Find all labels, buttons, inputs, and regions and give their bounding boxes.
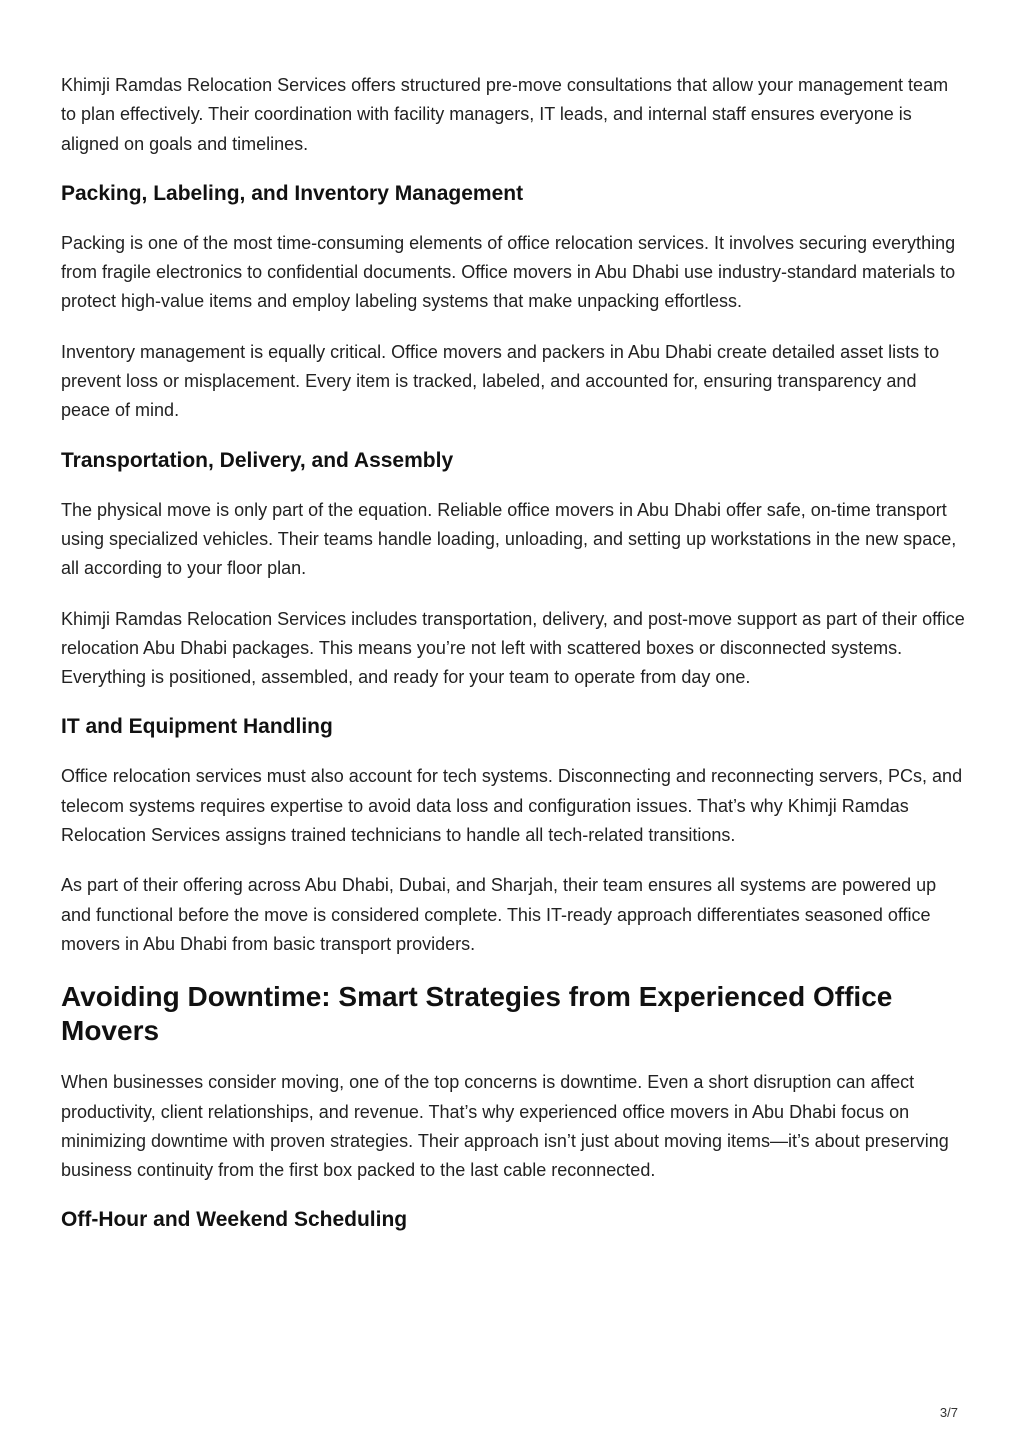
heading-transportation: Transportation, Delivery, and Assembly xyxy=(61,448,454,472)
heading-it-equipment: IT and Equipment Handling xyxy=(61,715,333,739)
paragraph-it-ready: As part of their offering across Abu Dhabi, Dubai, and Sharjah, their team ensures all systems are powered up and functional before the move is considered complete. This IT-ready approach differentiates seasoned office movers in Abu Dhabi from basic transport providers. xyxy=(61,875,937,954)
section-title-avoiding-downtime: Avoiding Downtime: Smart Strategies from Experienced Office Movers xyxy=(61,981,893,1047)
document-page xyxy=(61,71,966,1255)
paragraph-post-move-support: Khimji Ramdas Relocation Services includes transportation, delivery, and post-move support as part of their office relocation Abu Dhabi packages. This means you’re not left with scattered boxes or disconnected systems. Everything is positioned, assembled, and ready for your team to operate from day one. xyxy=(61,608,965,688)
paragraph-tech-systems: Office relocation services must also account for tech systems. Disconnecting and reconnecting servers, PCs, and telecom systems requires expertise to avoid data loss and configuration issues. That’s why Khimji Ramdas Relocation Services assigns trained technicians to handle all tech-related transitions. xyxy=(61,766,963,846)
paragraph-physical-move: The physical move is only part of the equation. Reliable office movers in Abu Dhabi offer safe, on-time transport using specialized vehicles. Their teams handle loading, unloading, and setting up workstations in the new space, all according to your floor plan. xyxy=(61,499,957,579)
heading-packing-labeling: Packing, Labeling, and Inventory Management xyxy=(61,181,524,205)
page-number: 3/7 xyxy=(939,1405,958,1420)
paragraph-downtime: When businesses consider moving, one of the top concerns is downtime. Even a short disruption can affect productivity, client relationships, and revenue. That’s why experienced office movers in Abu Dhabi focus on minimizing downtime with proven strategies. Their approach isn’t just about moving items—it’s about preserving business continuity from the first box packed to the last cable reconnected. xyxy=(61,1072,949,1181)
paragraph-packing: Packing is one of the most time-consuming elements of office relocation services. It involves securing everything from fragile electronics to confidential documents. Office movers in Abu Dhabi use industry-standard materials to protect high-value items and employ labeling systems that make unpacking effortless. xyxy=(61,232,956,312)
paragraph-inventory: Inventory management is equally critical. Office movers and packers in Abu Dhabi create detailed asset lists to prevent loss or misplacement. Every item is tracked, labeled, and accounted for, ensuring transparency and peace of mind. xyxy=(61,341,940,421)
paragraph-consultations: Khimji Ramdas Relocation Services offers structured pre-move consultations that allow your management team to plan effectively. Their coordination with facility managers, IT leads, and internal staff ensures everyone is aligned on goals and timelines. xyxy=(61,75,949,154)
heading-off-hour-scheduling: Off-Hour and Weekend Scheduling xyxy=(61,1208,408,1232)
